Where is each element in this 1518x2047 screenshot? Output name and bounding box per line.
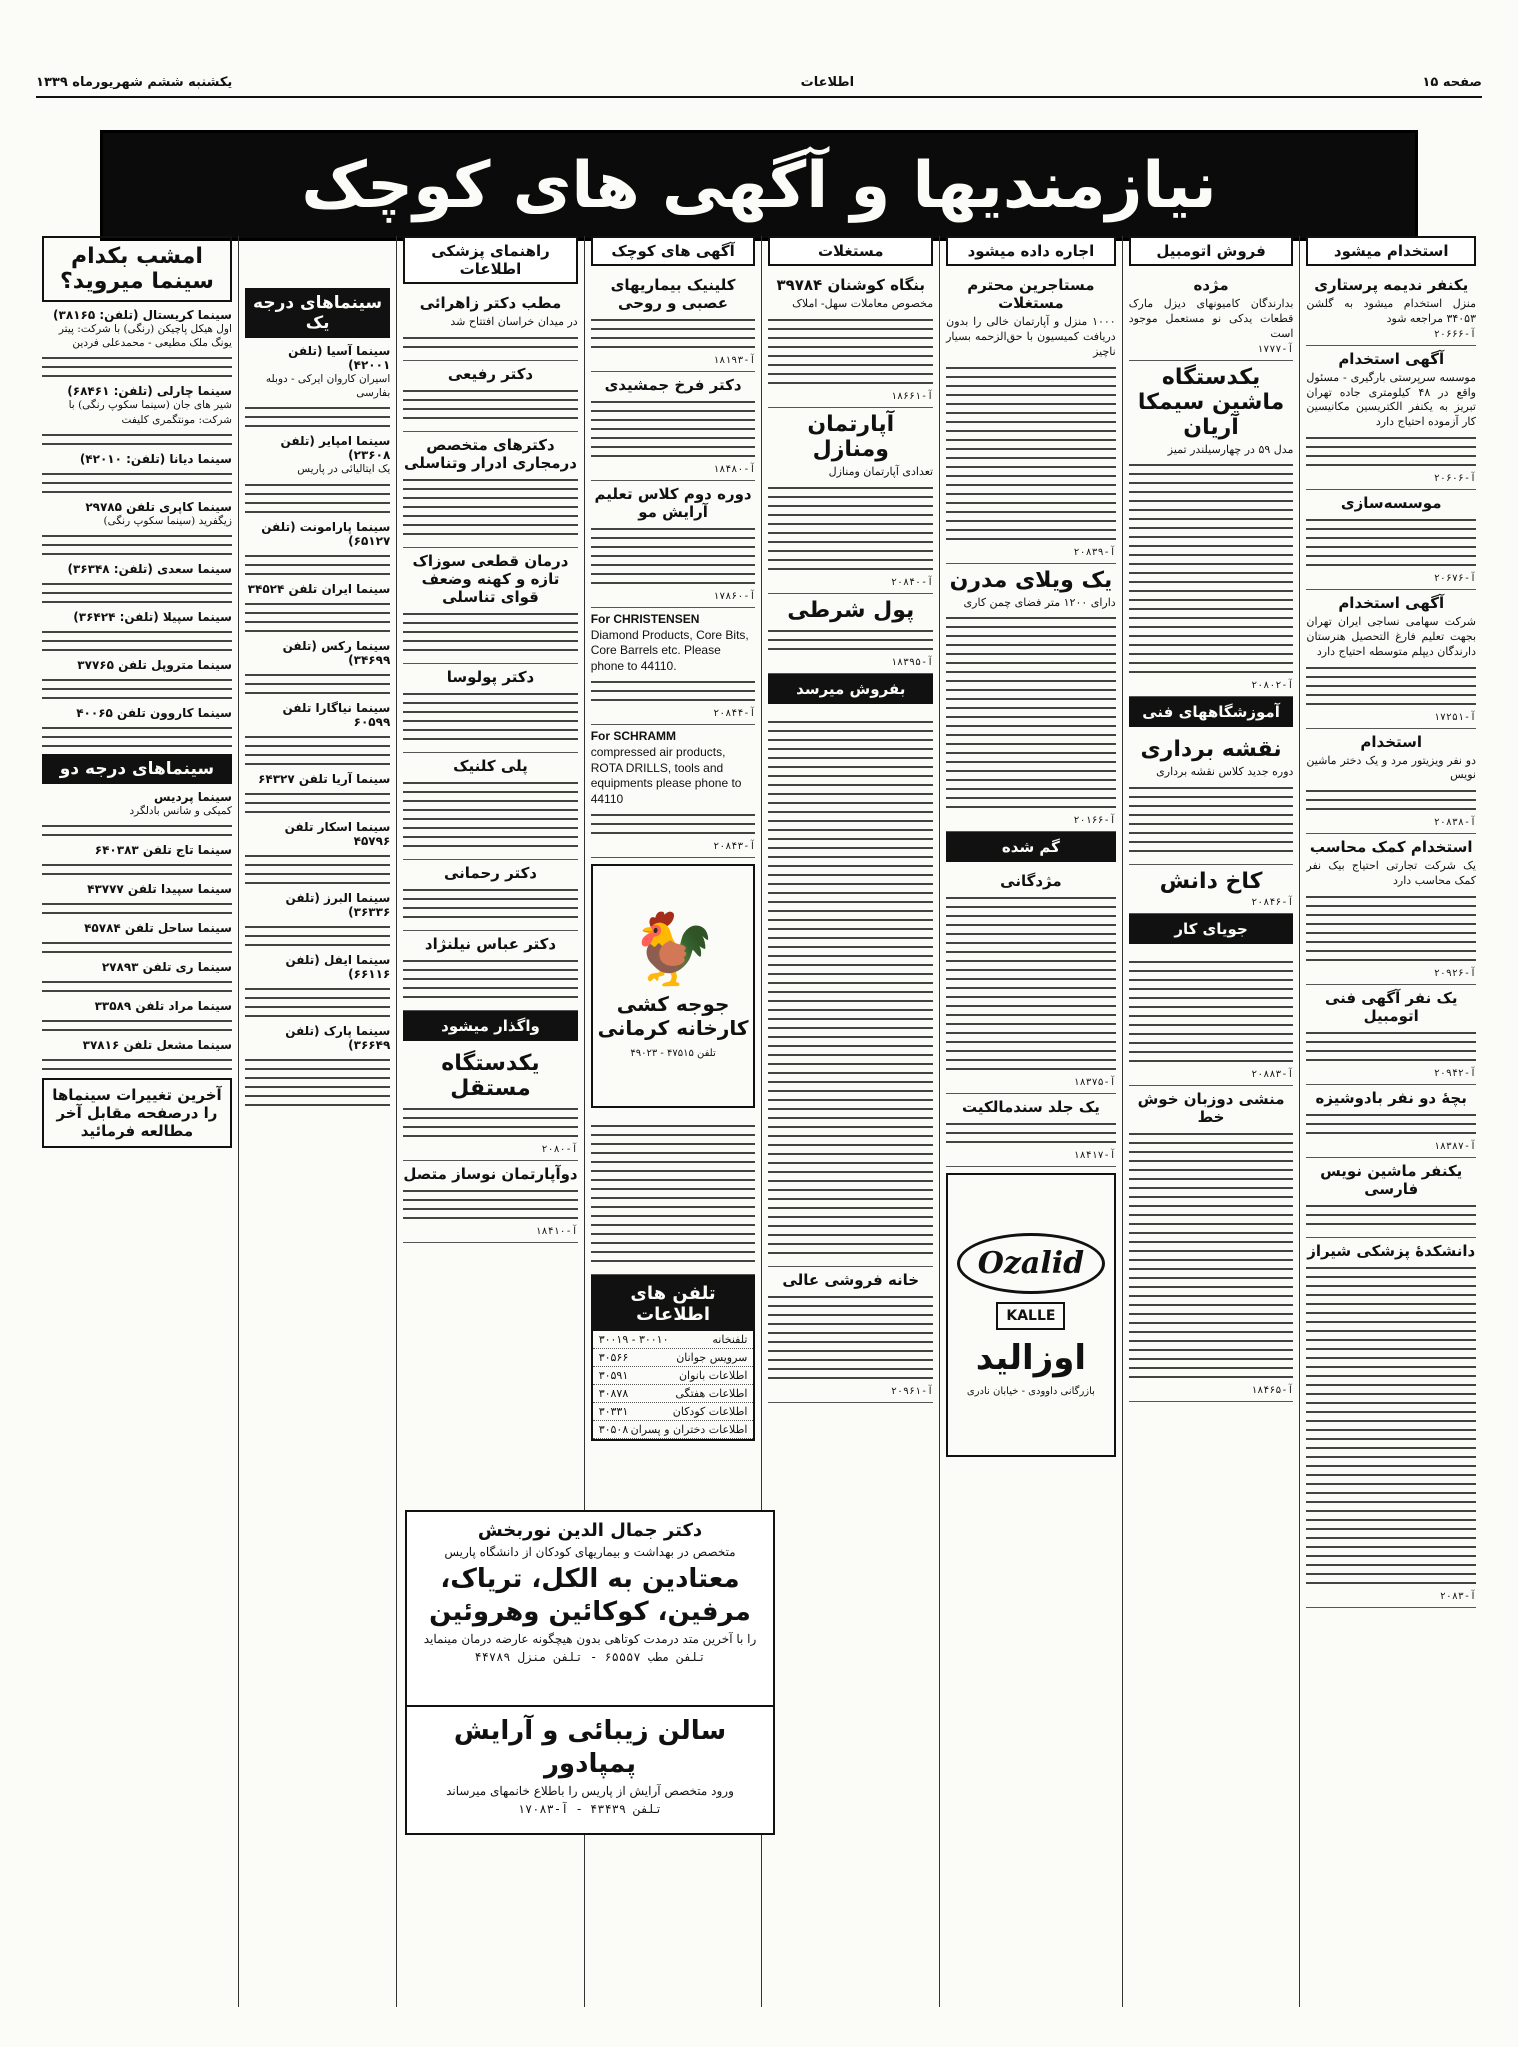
ad-title: کلینیک بیماریهای عصبی و روحی [610,276,736,312]
ad-code [1306,1068,1476,1079]
ad-code-value: آ-۲۰۸۴۰ [890,576,934,588]
cinema-entry [42,562,232,603]
ad-code-value: آ-۲۰۸۳ [1439,1590,1476,1602]
cinema-entry [245,891,390,946]
ad-code-value: آ-۱۷۸۶۰ [713,591,756,602]
classified-ad [403,1161,577,1243]
page-header [36,70,1482,98]
cinema-name: سینما نیاگارا تلفن ۶۰۵۹۹ [282,700,391,729]
classified-ad [591,725,756,858]
cinema-entry [245,772,390,813]
cinema-name: سینما سپیلا (تلفن: ۳۶۴۲۴) [73,609,232,624]
cinema-text: اسیران کاروان ایرکی - دوبله بفارسی [265,373,391,400]
classified-ad [591,481,756,608]
kalle-logo: KALLE [996,1302,1065,1330]
ad-code-value: آ-۱۸۴۸۰ [713,464,756,475]
ad-title: خانه فروشی عالی [782,1270,920,1289]
cinema-entry [245,1024,390,1106]
telephones-title: تلفن های اطلاعات [593,1277,754,1331]
ad-code-value: آ-۲۰۸۳۸ [1433,817,1476,829]
cinema-footer-note: آخرین تغییرات سینماها را درصفحه مقابل آخر مطالعه فرمائید [42,1078,232,1148]
ad-title: دوآپارتمان نوساز متصل [403,1164,578,1183]
hatchery-name: جوجه کشی کارخانه کرمانی [597,991,749,1040]
classified-ad [1306,1158,1476,1238]
ad-title: مژدگانی [1000,872,1062,891]
ad-code-value: آ-۲۰۸۴۴ [713,708,756,720]
column-cinema [36,236,238,2007]
ad-title: کاخ دانش [1159,869,1263,895]
cinema-entry [42,308,232,377]
cinema-name: سینما امپایر (تلفن ۲۳۶۰۸) [280,434,391,463]
ad-text: دوره جدید کلاس نقشه برداری [1156,765,1294,779]
cinema-name: سینما پارامونت (تلفن ۶۵۱۲۷) [261,519,391,548]
ad-code [591,591,756,602]
classified-ad [591,272,756,372]
telephone-label: سرویس جوانان [676,1351,748,1365]
cinema-name: سینما کاپری تلفن ۲۹۷۸۵ [85,499,232,514]
classified-ad [768,594,933,674]
ad-title: یکنفر ندیمه پرستاری [1314,276,1469,294]
ad-title: بچهٔ دو نفر بادوشیزه [1315,1088,1467,1107]
classified-ad [1306,590,1476,729]
cinema-class1-heading: سینماهای درجه یک [245,288,390,338]
ad-code [768,1386,933,1397]
classified-ad [1306,1085,1476,1158]
cinema-text: یک ایتالیائی در پاریس [297,463,391,476]
cinema-entry [42,1038,232,1070]
classified-ad [403,753,577,860]
doctor-description: را با آخرین متد درمدت کوتاهی بدون هیچگونه عارضه درمان مینماید [423,1632,757,1646]
ad-code [1306,1141,1476,1152]
ad-title: دکتر فرخ جمشیدی [604,376,742,394]
subsection-heading: جویای کار [1129,914,1294,944]
ad-text: مدل ۵۹ در چهارسیلندر تمیز [1167,442,1294,456]
classified-ad [1129,1086,1294,1402]
subsection-heading: گم شده [946,832,1116,862]
ad-title: استخدام [1360,732,1423,751]
ad-code [946,1150,1116,1161]
ad-title: دکتر رحمانی [443,863,537,882]
cinema-entry [42,658,232,699]
classified-ad [768,272,933,408]
ad-title: دوره دوم کلاس تعلیم آرایش مو [594,485,752,521]
cinema-entry [42,960,232,992]
cinema-text: اول هیکل پاچیکن (رنگی) با شرکت: پیتر یونگ ملک مطیعی - محمدعلی فردین [58,323,232,350]
ad-text: دو نفر ویزیتور مرد و یک دختر ماشین نویس [1306,753,1476,782]
cinema-name: سینما ساحل تلفن ۴۵۷۸۴ [84,921,232,936]
ad-title: یکنفر ماشین نویس فارسی [1320,1161,1463,1198]
ad-title: بنگاه کوشنان ۳۹۷۸۴ [776,276,926,294]
cinema-entry [245,434,390,512]
cinema-name: سینما متروپل تلفن ۳۷۷۶۵ [77,657,232,672]
classified-ad [403,664,577,753]
cinema-entry [245,520,390,575]
ad-title: آپارتمان ومنازل [807,411,895,462]
cinema-name: سینما ایران تلفن ۳۴۵۲۴ [247,581,391,596]
classified-ad [403,548,577,664]
ad-title: آگهی استخدام [1338,594,1445,613]
telephone-label: تلفنخانه [712,1333,748,1347]
ad-title: یک جلد سندمالکیت [961,1098,1100,1117]
cinema-entry [42,790,232,836]
classified-ad [403,361,577,432]
ad-code [1306,1591,1476,1602]
ad-code [768,657,933,668]
ad-code [1129,344,1294,355]
classified-ad [1129,950,1294,1086]
ad-title: مطب دکتر زاهرائی [419,294,562,312]
ad-text: Diamond Products, Core Bits, Core Barrels etc. Please phone to 44110. [590,627,749,673]
doctor-name: دکتر جمال الدین نوربخش [477,1520,703,1541]
classified-ad [1306,985,1476,1085]
classified-ad [946,272,1116,564]
column-heading: راهنمای پزشکی اطلاعات [403,236,577,284]
column-heading: اجاره داده میشود [946,236,1116,266]
ad-code-value: آ-۱۷۷۷ [1257,343,1294,355]
cinema-entry [42,706,232,747]
ad-code [946,815,1116,826]
ad-code [946,1077,1116,1088]
ad-title: مژده [1193,276,1229,294]
telephone-number: ۳۰۳۳۱ [598,1405,629,1419]
ad-text: مخصوص معاملات سهل- املاک [792,297,934,310]
ad-text: ۱۰۰۰ منزل و آپارتمان خالی را بدون دریافت کمیسیون با حق‌الزحمه بسیار ناچیز [946,315,1116,358]
ad-code [591,464,756,475]
ad-title: For SCHRAMM [590,729,677,744]
cinema-name: سینما پردیس [153,789,232,804]
ad-text: در میدان خراسان افتتاح شد [450,315,578,328]
ad-text: یک شرکت تجارتی احتیاج بیک نفر کمک محاسب دارد [1306,859,1476,888]
ad-code-value: آ-۲۰۹۴۲ [1433,1067,1476,1079]
classified-ad [403,931,577,1011]
ad-code [1306,817,1476,828]
telephone-label: اطلاعات هفتگی [675,1387,748,1401]
cinema-entry [42,921,232,953]
telephone-label: اطلاعات بانوان [678,1369,748,1383]
ad-code [1306,329,1476,340]
ozalid-name: اوزالید [975,1338,1087,1379]
column-heading: مستغلات [768,236,933,266]
ad-code [403,1144,577,1155]
ad-title: یکدستگاه مستقل [441,1050,540,1101]
ad-code-value: آ-۲۰۸۸۳ [1251,1069,1294,1081]
column-employment [1299,236,1482,2007]
cinema-name: سینما دیانا (تلفن: ۴۲۰۱۰) [79,451,232,466]
ad-text: موسسه سرپرستی بارگیری - مسئول واقع در ۴۸ کیلومتری جاده تهران تبریز به یکنفر الکتریسین مکانیسین کار آزموده احتیاج دارد [1306,370,1476,429]
ad-title: درمان قطعی سوزاک تازه و کهنه وضعف قوای تناسلی [412,551,569,606]
classified-ad [1129,361,1294,698]
ad-text: شرکت سهامی نساجی ایران تهران بجهت تعلیم فارغ التحصیل هنرستان دارندگان دیپلم متوسطه احتیاج دارد [1306,615,1476,658]
ad-code [1306,573,1476,584]
cinema-name: سینما ری تلفن ۲۷۸۹۳ [101,960,232,975]
cinema-entry [245,820,390,884]
telephone-number: ۳۰۰۱۰ - ۳۰۰۱۹ [598,1333,669,1347]
telephone-row [593,1367,754,1385]
ad-code [1129,1069,1294,1080]
telephone-row [593,1421,754,1439]
ad-title: آگهی استخدام [1338,349,1445,368]
ad-code-value: آ-۲۰۹۲۶ [1433,967,1476,979]
cinema-name: سینما آسیا (تلفن ۴۲۰۰۱) [288,344,391,372]
cinema-text: شیر های جان (سینما سکوپ رنگی) با شرکت: مونتگمری کلیفت [68,399,232,426]
ad-code-value: آ-۲۰۶۰۶ [1433,473,1476,485]
classified-ad [1129,272,1294,361]
column-heading: استخدام میشود [1306,236,1476,266]
page-number: صفحه ۱۵ [1422,74,1482,90]
salon-name: سالن زیبائی و آرایش پمپادور [453,1716,727,1779]
salon-advert [405,1705,775,1835]
banner-title: نیازمندیها و آگهی های کوچک [301,148,1217,223]
classified-ad [768,408,933,594]
ad-title: دکتر رفیعی [447,364,534,383]
subsection-heading: واگذار میشود [403,1011,577,1041]
cinema-heading: امشب بکدام سینما میروید؟ [42,236,232,302]
doctor-phones: تلفن مطب ۶۵۵۵۷ - تلفن منزل ۴۴۷۸۹ [474,1650,706,1664]
cinema-name: سینما کاروون تلفن ۴۰۰۶۵ [76,705,232,720]
section-banner [100,130,1418,241]
column-cinema-class1 [238,236,396,2007]
salon-description: ورود متخصص آرایش از پاریس را باطلاع خانمهای میرساند [446,1784,734,1798]
column-real-estate [761,236,939,2007]
ad-title: یک نفر آگهی فنی اتومبیل [1324,988,1458,1025]
telephone-label: اطلاعات کودکان [672,1405,748,1419]
classified-ad [403,1047,577,1161]
telephone-label: اطلاعات دختران و پسران [630,1423,748,1437]
ad-text: compressed air products, ROTA DRILLS, tools and equipments please phone to 44110 [590,744,742,806]
classified-ad [1306,346,1476,490]
ad-code [1306,712,1476,723]
column-heading: فروش اتومبیل [1129,236,1294,266]
cinema-entry [245,953,390,1017]
telephone-number: ۳۰۵۰۸ [598,1423,629,1437]
telephone-row [593,1331,754,1349]
cinema-name: سینما مشعل تلفن ۳۷۸۱۶ [82,1038,232,1053]
ad-title: نقشه برداری [1140,737,1282,763]
telephone-row [593,1349,754,1367]
ad-title: مستاجرین محترم مستغلات [967,276,1095,312]
cinema-entry [42,843,232,875]
cinema-name: سینما اسکار تلفن ۴۵۷۹۶ [284,819,391,848]
classified-ad [1306,272,1476,346]
classified-ad [403,290,577,361]
ad-text: منزل استخدام میشود به گلشن ۳۴۰۵۳ مراجعه شود [1306,297,1476,325]
ad-code [1306,473,1476,484]
classified-ad [768,710,933,1267]
ozalid-advert [946,1173,1116,1457]
classified-ad [403,432,577,548]
cinema-name: سینما ایفل (تلفن ۶۶۱۱۶) [285,952,391,981]
ad-code-value: آ-۲۰۱۶۶ [1073,815,1116,827]
classified-ad [1129,865,1294,914]
cinema-class2-heading: سینماهای درجه دو [42,754,232,784]
ad-title: پول شرطی [787,597,915,623]
ad-code-value: آ-۱۸۴۱۷ [1073,1150,1116,1162]
ad-title: دانشکدهٔ پزشکی شیراز [1307,1241,1476,1260]
cinema-name: سینما کریستال (تلفن: ۳۸۱۶۵) [53,308,232,322]
hatchery-phone: تلفن ۴۷۵۱۵ - ۴۹۰۲۳ [630,1047,716,1059]
telephone-row [593,1403,754,1421]
ad-title: یکدستگاه ماشین سیمکا آریان [1137,364,1285,440]
cinema-text: زیگفرید (سینما سکوپ رنگی) [103,514,232,527]
ad-code-value: آ-۲۰۸۰۲ [1251,680,1294,692]
cinema-name: سینما البرز (تلفن ۳۶۳۳۶) [285,890,391,919]
doctor-credentials: متخصص در بهداشت و بیماریهای کودکان از دانشگاه پاریس [444,1545,736,1559]
classified-ad [1306,1238,1476,1608]
ad-title: موسسه‌سازی [1340,494,1442,513]
ad-code-value: آ-۱۸۱۹۳ [713,355,756,366]
ozalid-sub: بازرگانی داوودی - خیابان نادری [966,1386,1095,1398]
classified-ad [403,860,577,931]
column-rentals [939,236,1122,2007]
ad-code-value: آ-۲۰۸۴۳ [713,841,756,853]
ad-code-value: آ-۱۸۶۶۱ [890,390,934,402]
cinema-name: سینما پارک (تلفن ۳۶۶۴۹) [285,1023,391,1052]
ad-code [946,547,1116,558]
ad-code [1306,968,1476,979]
cinema-entry [245,344,390,427]
telephone-number: ۳۰۸۷۸ [598,1387,629,1401]
cinema-entry [245,701,390,765]
telephone-number: ۳۰۵۶۶ [598,1351,629,1365]
ad-code [591,355,756,366]
ozalid-logo: Ozalid [957,1233,1105,1294]
cinema-entry [42,452,232,493]
classified-ad [591,372,756,481]
ad-code [768,391,933,402]
telephone-number: ۳۰۵۹۱ [598,1369,629,1383]
ad-title: دکتر پولوسا [446,667,535,686]
classified-ad [591,1114,756,1275]
classified-ad [591,608,756,725]
classified-ad [1129,733,1294,865]
ad-code [768,577,933,588]
paper-name: اطلاعات [800,74,855,90]
ad-title: منشی دوزبان خوش خط [1137,1090,1285,1127]
ad-code-value: آ-۱۸۳۷۵ [1073,1077,1116,1089]
cinema-name: سینما سعدی (تلفن: ۳۶۳۴۸) [67,561,232,576]
ad-code-value: آ-۱۷۲۵۱ [1433,711,1476,723]
classified-ad [946,564,1116,833]
classified-ad [768,1267,933,1403]
issue-date: یکشنبه ششم شهریورماه ۱۳۳۹ [36,74,233,90]
classified-ad [1306,490,1476,590]
doctor-headline: معتادین به الکل، تریاک، مرفین، کوکائین وهروئین [429,1564,751,1627]
ad-text: دارای ۱۲۰۰ متر فضای چمن کاری [963,595,1116,609]
column-car-sales [1122,236,1300,2007]
ad-code-value: آ-۲۰۸۴۶ [1251,897,1294,909]
ad-code-value: آ-۲۰۶۶۶ [1433,328,1476,340]
ad-code-value: آ-۱۸۳۸۷ [1433,1140,1476,1152]
rooster-icon: 🐓 [629,907,717,990]
classified-ad [1306,834,1476,985]
ad-title: دکتر عباس نیلنژاد [424,934,557,953]
ad-code-value: آ-۱۸۴۶۵ [1251,1385,1294,1397]
doctor-advert [405,1510,775,1715]
classified-ad [946,1094,1116,1167]
ad-title: دکترهای متخصص درمجاری ادرار وتناسلی [404,435,577,472]
cinema-name: سینما چارلی (تلفن: ۶۸۴۶۱) [67,384,232,399]
ad-code-value: آ-۲۰۹۶۱ [890,1385,934,1397]
cinema-entry [42,610,232,651]
column-heading: آگهی های کوچک [591,236,756,266]
cinema-entry [245,582,390,632]
cinema-entry [245,639,390,694]
ad-code-value: آ-۲۰۸۳۹ [1073,546,1116,558]
ad-code [591,841,756,852]
ad-code [591,708,756,719]
hatchery-advert [591,864,756,1108]
ad-code-value: آ-۲۰۸۰ [541,1143,578,1155]
telephone-row [593,1385,754,1403]
ad-code [1129,1385,1294,1396]
ad-text: بدارندگان کامیونهای دیزل مارک قطعات یدکی نو مستعمل موجود است [1128,297,1294,340]
ad-code-value: آ-۲۰۶۷۶ [1433,573,1476,585]
ad-text: تعدادی آپارتمان ومنازل [828,464,934,478]
ad-code-value: آ-۱۸۴۱۰ [535,1225,578,1237]
cinema-text: کمیکی و شانس بادلگرد [129,804,232,817]
ad-title: For CHRISTENSEN [590,612,700,626]
cinema-entry [42,999,232,1031]
ad-title: یک ویلای مدرن [949,567,1113,593]
ad-code [1129,897,1294,908]
cinema-entry [42,882,232,914]
cinema-name: سینما آریا تلفن ۶۴۳۲۷ [258,771,391,786]
salon-phone: تلفن ۴۳۴۳۹ - آ-۱۷۰۸۳ [517,1802,663,1816]
cinema-entry [42,384,232,444]
ad-title: استخدام کمک محاسب [1309,838,1473,857]
cinema-name: سینما تاج تلفن ۶۴۰۳۸۳ [94,843,232,858]
ad-title: پلی کلنیک [453,756,528,775]
ad-code [403,1226,577,1237]
cinema-name: سینما رکس (تلفن ۳۴۶۹۹) [282,638,391,667]
cinema-name: سینما مراد تلفن ۳۳۵۸۹ [94,999,232,1014]
ad-code-value: آ-۱۸۳۹۵ [890,656,934,668]
classified-ad [1306,729,1476,835]
subsection-heading: بفروش میرسد [768,674,933,704]
ad-code [1129,680,1294,691]
cinema-name: سینما سپیدا تلفن ۴۳۷۷۷ [87,882,232,897]
telephones-box [591,1275,756,1441]
subsection-heading: آموزشگاههای فنی [1129,697,1294,727]
classified-ad [946,868,1116,1094]
cinema-entry [42,500,232,555]
